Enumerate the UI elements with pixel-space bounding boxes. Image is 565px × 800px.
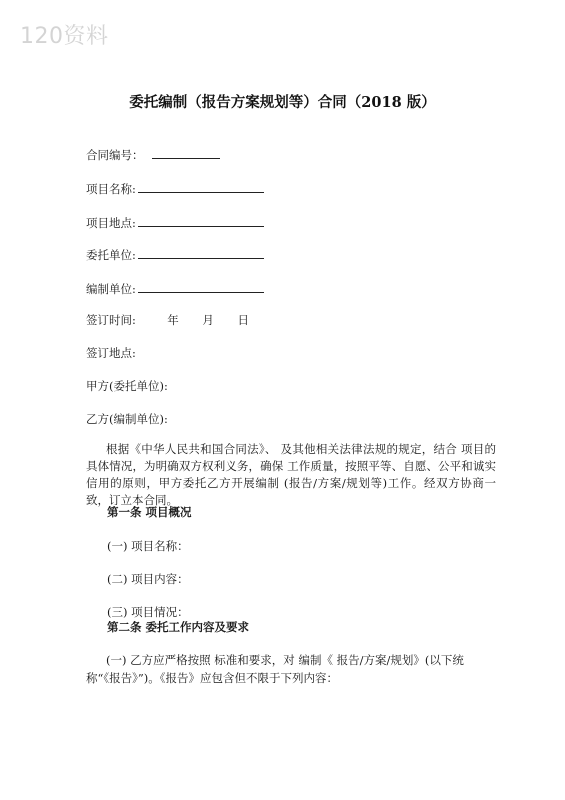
project-name-line (86, 180, 264, 197)
party-a-label: 甲方(委托单位): (86, 379, 168, 393)
article-2-heading: 第二条 委托工作内容及要求 (107, 620, 250, 634)
sign-place-line (86, 345, 136, 361)
project-location-blank[interactable] (138, 214, 264, 227)
article-1-item-3: (三) 项目情况： (107, 605, 189, 619)
sign-place-label: 签订地点: (86, 346, 136, 360)
day-label: 日 (237, 313, 249, 327)
party-b-line (86, 411, 168, 427)
intro-paragraph: 根据《中华人民共和国合同法》、 及其他相关法律法规的规定，结合 项目的具体情况，为明确双方权利义务，确保 工作质量，按照平等、自愿、公平和诚实信用的原则，甲方委托乙方开展编制 (报告/方案/规划等)工作。经双方协商一致，订立本合同。 (86, 442, 496, 507)
sign-time-line (86, 312, 249, 328)
contract-number-label: 合同编号： (86, 148, 144, 162)
editor-unit-blank[interactable] (138, 280, 264, 293)
article-1-heading: 第一条 项目概况 (107, 505, 192, 519)
sign-time-label: 签订时间: (86, 313, 136, 327)
party-b-label: 乙方(编制单位): (86, 412, 168, 426)
editor-unit-label: 编制单位: (86, 282, 136, 296)
month-label: 月 (202, 313, 214, 327)
article-2-item-1: (一) 乙方应严格按照 标准和要求，对 编制《 报告/方案/规划》(以下统称“《报告》”)。《报告》应包含但不限于下列内容： (86, 653, 464, 685)
project-name-blank[interactable] (138, 180, 264, 193)
project-location-label: 项目地点: (86, 216, 136, 230)
client-unit-line (86, 246, 264, 263)
article-1-item-1: (一) 项目名称： (107, 539, 189, 553)
watermark: 120资料 (20, 24, 109, 49)
contract-number-blank[interactable] (152, 146, 220, 159)
year-label: 年 (167, 313, 179, 327)
client-unit-blank[interactable] (138, 246, 264, 259)
client-unit-label: 委托单位: (86, 248, 136, 262)
project-name-label: 项目名称: (86, 182, 136, 196)
document-title: 委托编制（报告方案规划等）合同（2018 版） (129, 94, 436, 111)
contract-number-line (86, 146, 220, 163)
project-location-line (86, 214, 264, 231)
article-1-item-2: (二) 项目内容： (107, 572, 189, 586)
editor-unit-line (86, 280, 264, 297)
party-a-line (86, 378, 168, 394)
